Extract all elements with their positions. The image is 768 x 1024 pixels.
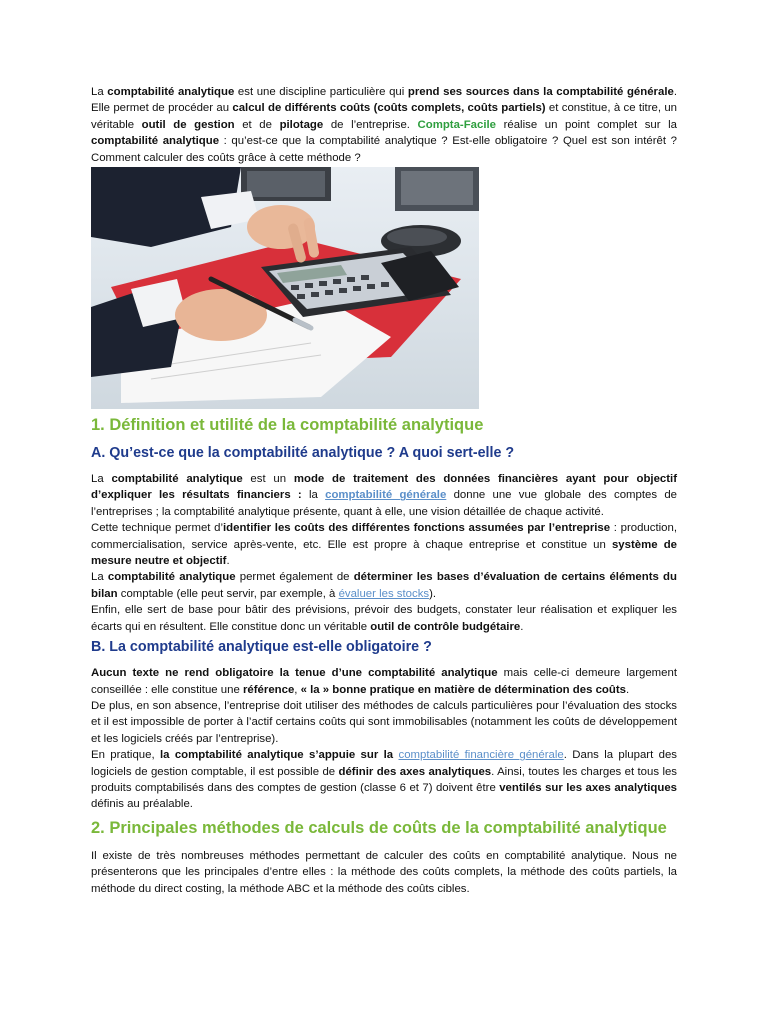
- text: .: [226, 555, 230, 568]
- section-1a-paragraph-2: [91, 520, 677, 569]
- text: La: [91, 86, 108, 98]
- text: mais celle-ci demeure largement conseillée : elle constitue une: [91, 667, 677, 696]
- section-2-heading: 2. Principales méthodes de calculs de coûts de la comptabilité analytique: [91, 818, 667, 837]
- text: .: [625, 683, 630, 696]
- subsection-a-heading: A. Qu’est-ce que la comptabilité analytique ? A quoi sert-elle ?: [91, 445, 515, 462]
- article: [91, 84, 677, 897]
- bold-text: prend ses sources dans la comptabilité générale: [407, 86, 674, 98]
- comptabilite-financiere-generale-link[interactable]: comptabilité financière générale: [398, 749, 564, 762]
- text: réalise un point complet sur la: [496, 118, 677, 131]
- bold-text: outil de contrôle budgétaire: [370, 620, 521, 633]
- text: ,: [294, 683, 301, 696]
- text: La: [91, 571, 108, 584]
- calculator-photo: [91, 167, 479, 409]
- text: . Ainsi, toutes les charges et tous les produits comptabilisés dans des comptes de gestion (classe 6 et 7) doivent être: [91, 765, 678, 794]
- calculator-photo-illustration: [91, 167, 479, 409]
- section-1b-paragraph-3: [91, 747, 677, 813]
- bold-text: déterminer les bases d’évaluation de certains éléments du bilan: [91, 571, 677, 600]
- text: : qu’est-ce que la comptabilité analytique ? Est-elle obligatoire ? Quel est son intérêt ? Comment calculer des coûts grâce à cette méthode ?: [91, 135, 678, 164]
- text: La: [91, 473, 112, 486]
- text: Cette technique permet d’: [91, 522, 223, 535]
- text: donne une vue globale des comptes de l’entreprises ; la comptabilité analytique présente, quant à elle, une vision détaillée de chaque activité.: [91, 489, 677, 518]
- bold-text: définir des axes analytiques: [338, 765, 492, 778]
- bold-text: calcul de différents coûts (coûts complets, coûts partiels): [232, 102, 546, 115]
- text: est un: [242, 473, 294, 486]
- section-1a-paragraph-4: [91, 602, 677, 635]
- text: . Elle permet de procéder au: [91, 86, 677, 115]
- section-2-paragraph-1: Il existe de très nombreuses méthodes permettant de calculer des coûts en comptabilité analytique. Nous ne présenterons que les principales d’entre elles : la méthode des coûts complets, la méthode des coûts partiels, la méthode du direct costing, la méthode ABC et la méthode des coûts cibles.: [91, 849, 677, 895]
- bold-text: la comptabilité analytique s’appuie sur la: [159, 749, 394, 762]
- text: permet également de: [235, 571, 354, 584]
- section-1-heading: 1. Définition et utilité de la comptabilité analytique: [91, 416, 484, 435]
- bold-text: comptabilité analytique: [91, 135, 220, 148]
- section-1b-paragraph-2: De plus, en son absence, l’entreprise doit utiliser des méthodes de calculs particulières pour l’évaluation des stocks et il est impossible de porter à l’actif certains coûts qui sont immobilisables (notamment les coûts de développement et les logiciels créés par l’entreprise).: [91, 699, 677, 745]
- bold-text: référence: [242, 683, 295, 696]
- text: définis au préalable.: [91, 798, 193, 811]
- bold-text: « la » bonne pratique en matière de détermination des coûts: [300, 683, 626, 696]
- text: .: [520, 620, 524, 633]
- text: est une discipline particulière qui: [234, 86, 408, 98]
- section-1b-paragraph-1: [91, 665, 677, 698]
- brand-name: Compta-Facile: [417, 118, 497, 131]
- text: ).: [429, 587, 437, 600]
- text: et de: [234, 118, 280, 131]
- text: Enfin, elle sert de base pour bâtir des prévisions, prévoir des budgets, constater leur réalisation et expliquer les écarts qui en résultent. Elle constitue donc un véritable: [91, 604, 677, 633]
- bold-text: comptabilité analytique: [107, 86, 235, 98]
- text: la: [301, 489, 326, 502]
- bold-text: système de mesure neutre et objectif: [91, 538, 677, 568]
- bold-text: identifier les coûts des différentes fonctions assumées par l’entreprise: [223, 522, 611, 535]
- text: : production, commercialisation, service après-vente, etc. Elle est propre à chaque entreprise et constitue un: [91, 522, 677, 551]
- bold-text: mode de traitement des données financières ayant pour objectif d’expliquer les résultats financiers :: [91, 473, 677, 502]
- subsection-b-heading: B. La comptabilité analytique est-elle obligatoire ?: [91, 639, 432, 656]
- evaluer-les-stocks-link[interactable]: évaluer les stocks: [338, 587, 430, 600]
- bold-text: Aucun texte ne rend obligatoire la tenue d’une comptabilité analytique: [91, 667, 498, 680]
- text: et constitue, à ce titre, un véritable: [91, 102, 678, 131]
- text: En pratique,: [91, 749, 160, 762]
- text: de l’entreprise.: [323, 118, 418, 131]
- intro-paragraph: [91, 84, 677, 166]
- bold-text: pilotage: [279, 118, 324, 131]
- bold-text: comptabilité analytique: [107, 571, 236, 584]
- text: comptable (elle peut servir, par exemple, à: [117, 587, 339, 600]
- bold-text: comptabilité analytique: [111, 473, 243, 486]
- comptabilite-generale-link[interactable]: comptabilité générale: [325, 489, 447, 502]
- bold-text: ventilés sur les axes analytiques: [499, 781, 677, 794]
- text: . Dans la plupart des logiciels de gestion comptable, il est possible de: [91, 749, 677, 778]
- section-1a-paragraph-1: [91, 471, 677, 520]
- section-1a-paragraph-3: [91, 569, 677, 602]
- bold-text: outil de gestion: [141, 118, 235, 131]
